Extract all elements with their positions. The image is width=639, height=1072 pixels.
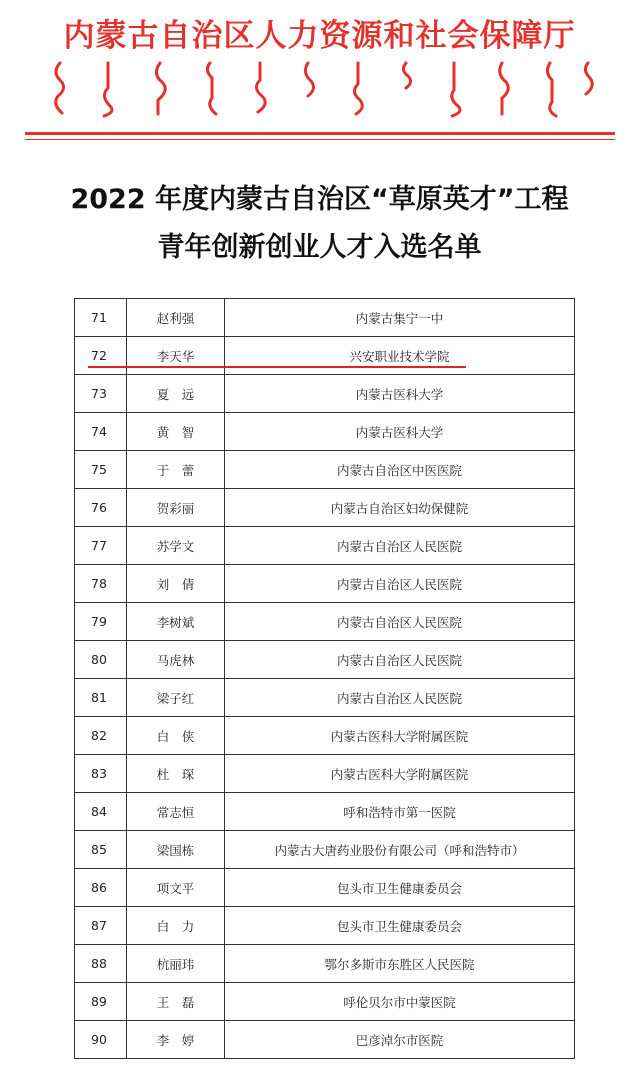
table-row (75, 755, 575, 793)
row-name: 梁子红 (127, 679, 225, 717)
row-number: 86 (75, 869, 127, 907)
row-unit: 内蒙古自治区人民医院 (225, 641, 575, 679)
table-row (75, 869, 575, 907)
table-row (75, 907, 575, 945)
table-row (75, 945, 575, 983)
row-number: 78 (75, 565, 127, 603)
letterhead-title: 内蒙古自治区人力资源和社会保障厅 (63, 18, 576, 54)
roster-table (74, 298, 575, 1059)
row-number: 75 (75, 451, 127, 489)
row-unit: 内蒙古大唐药业股份有限公司（呼和浩特市） (225, 831, 575, 869)
row-name: 项文平 (127, 869, 225, 907)
row-unit: 包头市卫生健康委员会 (225, 907, 575, 945)
document-title-line-1: 2022 年度内蒙古自治区“草原英才”工程 (70, 184, 569, 215)
row-name: 刘 倩 (127, 565, 225, 603)
row-unit: 内蒙古自治区人民医院 (225, 527, 575, 565)
row-number: 76 (75, 489, 127, 527)
table-row (75, 565, 575, 603)
row-name: 李树斌 (127, 603, 225, 641)
row-name: 梁国栋 (127, 831, 225, 869)
table-row (75, 527, 575, 565)
row-name: 夏 远 (127, 375, 225, 413)
table-row (75, 337, 575, 375)
row-number: 81 (75, 679, 127, 717)
row-number: 72 (75, 337, 127, 375)
mongolian-script-letterhead (40, 58, 600, 118)
row-name: 白 力 (127, 907, 225, 945)
table-row (75, 983, 575, 1021)
row-unit: 内蒙古医科大学 (225, 413, 575, 451)
table-row (75, 641, 575, 679)
row-number: 89 (75, 983, 127, 1021)
row-name: 黄 智 (127, 413, 225, 451)
row-unit: 呼伦贝尔市中蒙医院 (225, 983, 575, 1021)
row-name: 李天华 (127, 337, 225, 375)
row-name: 杭丽玮 (127, 945, 225, 983)
table-row (75, 603, 575, 641)
row-number: 84 (75, 793, 127, 831)
row-number: 85 (75, 831, 127, 869)
row-unit: 内蒙古自治区人民医院 (225, 603, 575, 641)
row-number: 77 (75, 527, 127, 565)
row-number: 80 (75, 641, 127, 679)
table-row (75, 717, 575, 755)
row-name: 王 磊 (127, 983, 225, 1021)
row-unit: 内蒙古医科大学附属医院 (225, 717, 575, 755)
row-name: 杜 琛 (127, 755, 225, 793)
row-unit: 呼和浩特市第一医院 (225, 793, 575, 831)
table-row (75, 451, 575, 489)
letterhead-rule-thick (25, 132, 615, 135)
table-row (75, 1021, 575, 1059)
row-number: 88 (75, 945, 127, 983)
row-unit: 鄂尔多斯市东胜区人民医院 (225, 945, 575, 983)
row-number: 83 (75, 755, 127, 793)
row-unit: 内蒙古自治区人民医院 (225, 679, 575, 717)
row-number: 71 (75, 299, 127, 337)
row-name: 于 蕾 (127, 451, 225, 489)
row-name: 白 侠 (127, 717, 225, 755)
table-row (75, 375, 575, 413)
row-number: 87 (75, 907, 127, 945)
table-row (75, 679, 575, 717)
row-unit: 内蒙古集宁一中 (225, 299, 575, 337)
row-name: 常志恒 (127, 793, 225, 831)
row-unit: 巴彦淖尔市医院 (225, 1021, 575, 1059)
row-unit: 内蒙古自治区人民医院 (225, 565, 575, 603)
row-unit: 内蒙古自治区妇幼保健院 (225, 489, 575, 527)
row-unit: 包头市卫生健康委员会 (225, 869, 575, 907)
row-unit: 内蒙古医科大学 (225, 375, 575, 413)
row-number: 74 (75, 413, 127, 451)
table-row (75, 299, 575, 337)
table-row (75, 489, 575, 527)
row-number: 90 (75, 1021, 127, 1059)
document-title-line-2: 青年创新创业人才入选名单 (157, 232, 482, 263)
table-row (75, 793, 575, 831)
row-unit: 兴安职业技术学院 (225, 337, 575, 375)
row-name: 赵利强 (127, 299, 225, 337)
row-name: 贺彩丽 (127, 489, 225, 527)
row-unit: 内蒙古医科大学附属医院 (225, 755, 575, 793)
row-unit: 内蒙古自治区中医医院 (225, 451, 575, 489)
row-name: 李 婷 (127, 1021, 225, 1059)
row-number: 82 (75, 717, 127, 755)
row-number: 79 (75, 603, 127, 641)
highlight-underline (88, 366, 466, 368)
letterhead-rule-thin (25, 139, 615, 140)
table-row (75, 413, 575, 451)
row-number: 73 (75, 375, 127, 413)
row-name: 苏学文 (127, 527, 225, 565)
row-name: 马虎林 (127, 641, 225, 679)
table-row (75, 831, 575, 869)
